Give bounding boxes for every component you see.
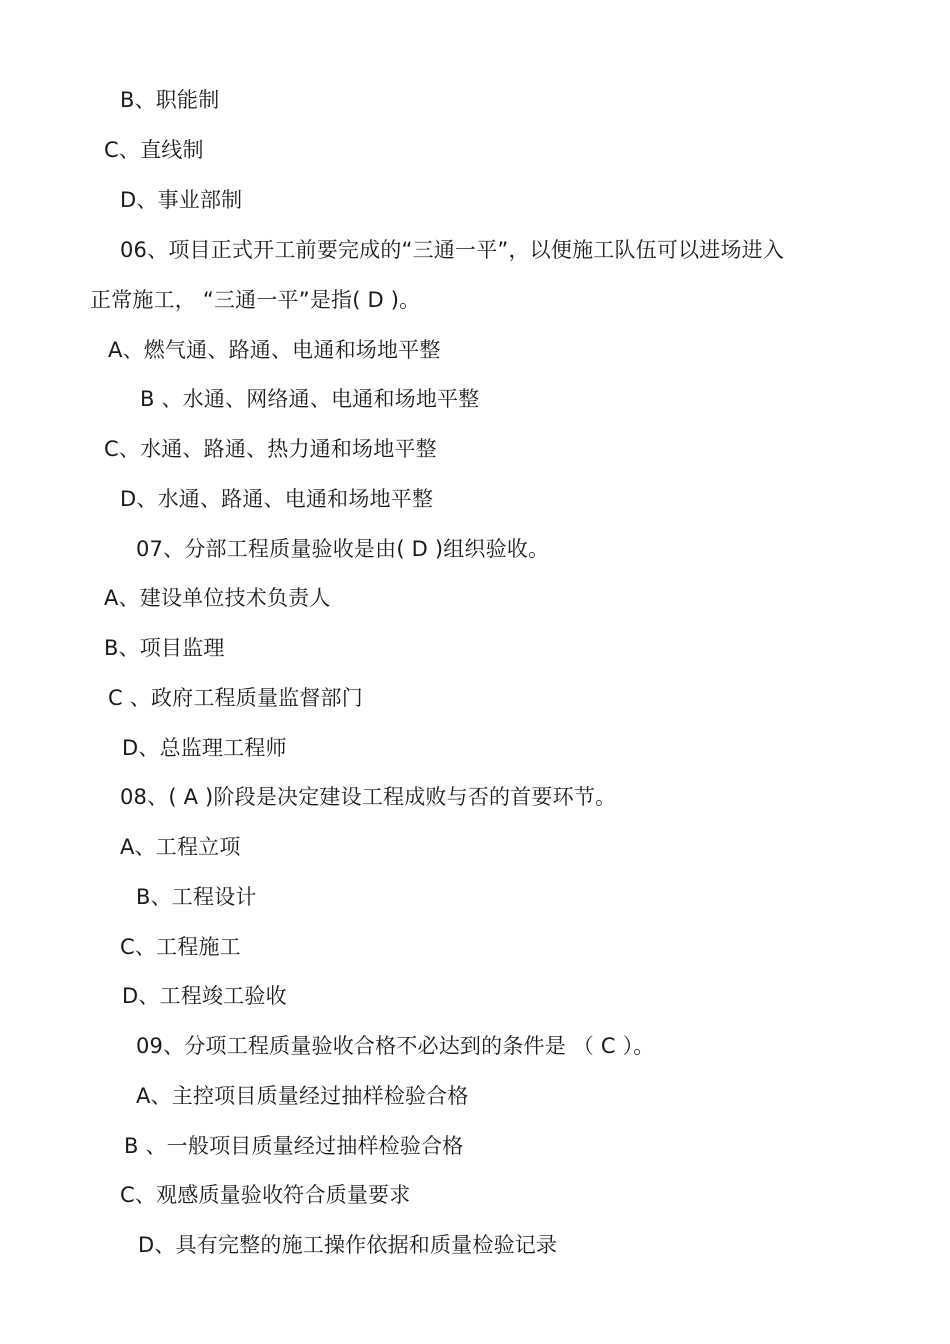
option-b-functional: B、职能制 xyxy=(120,88,220,112)
q06-option-b: B 、水通、网络通、电通和场地平整 xyxy=(140,387,480,411)
question-07-text: 07、分部工程质量验收是由( D )组织验收。 xyxy=(136,537,550,561)
q09-option-a: A、主控项目质量经过抽样检验合格 xyxy=(136,1084,469,1108)
q09-option-b: B 、一般项目质量经过抽样检验合格 xyxy=(124,1134,464,1158)
q07-option-a: A、建设单位技术负责人 xyxy=(104,586,331,610)
q06-option-c: C、水通、路通、热力通和场地平整 xyxy=(104,437,437,461)
question-09-text: 09、分项工程质量验收合格不必达到的条件是 （ C ）。 xyxy=(136,1034,655,1058)
q09-option-c: C、观感质量验收符合质量要求 xyxy=(120,1183,411,1207)
question-06-continuation: 正常施工， “三通一平”是指( D )。 xyxy=(90,288,421,312)
question-08-text: 08、( A )阶段是决定建设工程成败与否的首要环节。 xyxy=(120,785,617,809)
q08-option-a: A、工程立项 xyxy=(120,835,241,859)
q08-option-d: D、工程竣工验收 xyxy=(122,984,287,1008)
q06-option-d: D、水通、路通、电通和场地平整 xyxy=(120,487,434,511)
option-d-divisional: D、事业部制 xyxy=(120,188,243,212)
question-06-text: 06、项目正式开工前要完成的“三通一平”，以便施工队伍可以进场进入 xyxy=(120,238,785,262)
q06-option-a: A、燃气通、路通、电通和场地平整 xyxy=(108,338,441,362)
q08-option-b: B、工程设计 xyxy=(136,885,257,909)
q08-option-c: C、工程施工 xyxy=(120,935,241,959)
q07-option-d: D、总监理工程师 xyxy=(122,736,287,760)
option-c-linear: C、直线制 xyxy=(104,138,204,162)
q07-option-c: C 、政府工程质量监督部门 xyxy=(108,686,363,710)
q07-option-b: B、项目监理 xyxy=(104,636,225,660)
q09-option-d: D、具有完整的施工操作依据和质量检验记录 xyxy=(138,1233,558,1257)
